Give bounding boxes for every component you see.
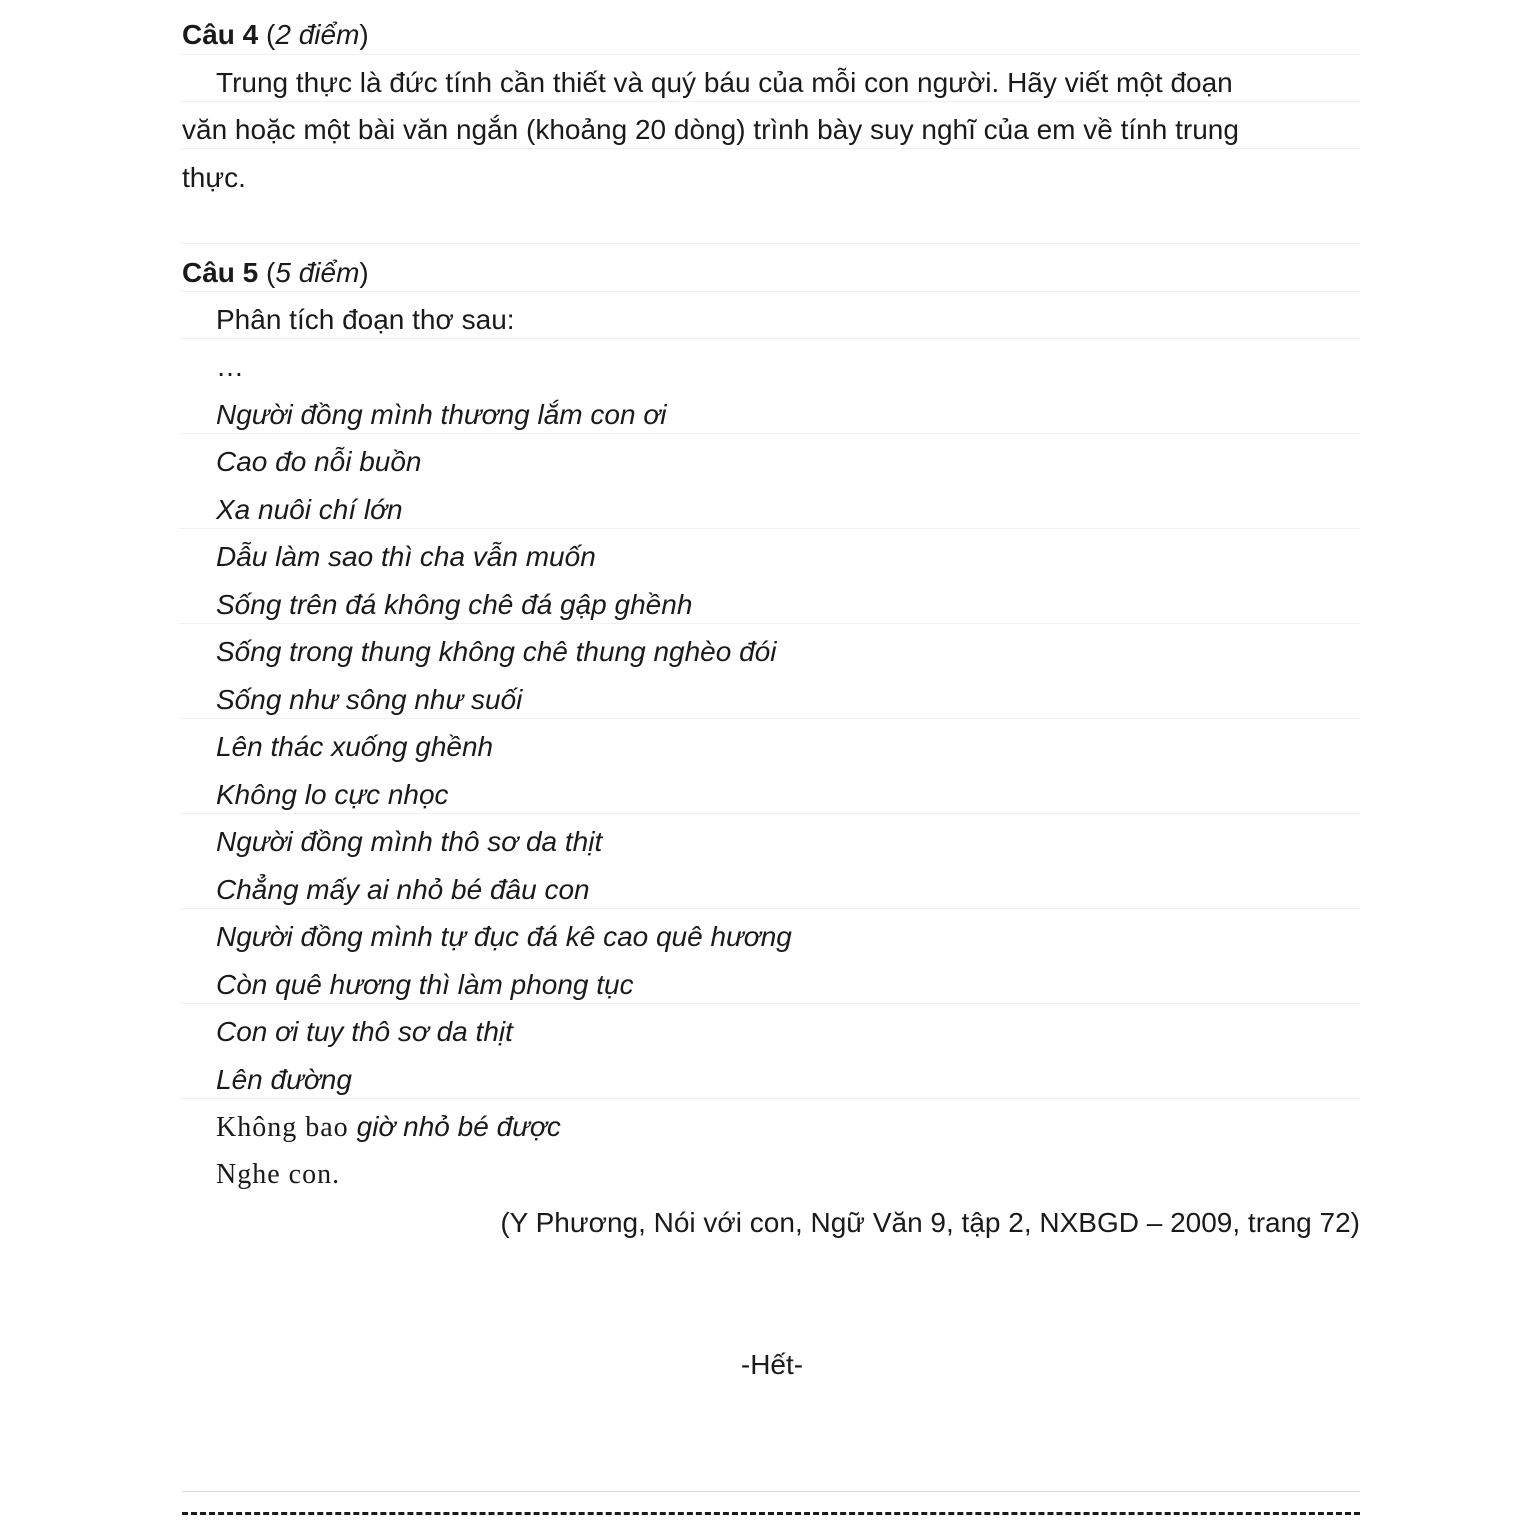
question-5-points-open: (	[266, 257, 276, 288]
question-4-points-close: )	[359, 19, 369, 50]
poem-citation: (Y Phương, Nói với con, Ngữ Văn 9, tập 2, NXBGD – 2009, trang 72)	[500, 1207, 1360, 1238]
poem-line: Chẳng mấy ai nhỏ bé đâu con	[216, 874, 590, 905]
question-5-heading	[182, 256, 369, 290]
poem-line-italic-part: giờ nhỏ bé được	[356, 1111, 561, 1142]
poem-line: Sống trong thung không chê thung nghèo đói	[216, 636, 777, 667]
poem-line-mixed	[216, 1110, 561, 1145]
question-4-points: 2 điểm	[275, 19, 360, 50]
poem-last-line: Nghe con.	[216, 1159, 341, 1190]
poem-line: Lên đường	[216, 1064, 352, 1095]
question-5-points-close: )	[359, 257, 369, 288]
question-5-label: Câu 5	[182, 257, 259, 288]
question-4-prompt-line-3: thực.	[182, 162, 246, 193]
question-4-points-open: (	[266, 19, 276, 50]
poem-line: Xa nuôi chí lớn	[216, 494, 403, 525]
question-4-heading	[182, 18, 369, 52]
poem-ellipsis: …	[216, 351, 244, 382]
question-4-label: Câu 4	[182, 19, 259, 50]
question-5-points: 5 điểm	[275, 257, 360, 288]
question-4-prompt-line-1: Trung thực là đức tính cần thiết và quý báu của mỗi con người. Hãy viết một đoạn	[216, 67, 1233, 98]
poem-line: Con ơi tuy thô sơ da thịt	[216, 1016, 513, 1047]
poem-line: Dẫu làm sao thì cha vẫn muốn	[216, 541, 596, 572]
poem-line: Sống trên đá không chê đá gập ghềnh	[216, 589, 693, 620]
question-5-prompt: Phân tích đoạn thơ sau:	[216, 304, 515, 335]
poem-line-serif-part: Không bao	[216, 1112, 357, 1143]
poem-line: Người đồng mình tự đục đá kê cao quê hương	[216, 921, 792, 952]
poem-line: Người đồng mình thô sơ da thịt	[216, 826, 603, 857]
poem-line: Còn quê hương thì làm phong tục	[216, 969, 634, 1000]
dashed-divider	[182, 1512, 1360, 1515]
document-page	[182, 0, 1362, 1536]
poem-line: Người đồng mình thương lắm con ơi	[216, 399, 667, 430]
poem-line: Sống như sông như suối	[216, 684, 523, 715]
question-4-prompt-line-2: văn hoặc một bài văn ngắn (khoảng 20 dòng) trình bày suy nghĩ của em về tính trung	[182, 114, 1239, 145]
end-marker: -Hết-	[740, 1349, 804, 1380]
poem-line: Lên thác xuống ghềnh	[216, 731, 494, 762]
poem-line: Không lo cực nhọc	[216, 779, 449, 810]
poem-line: Cao đo nỗi buồn	[216, 446, 422, 477]
footer-divider	[182, 1491, 1360, 1492]
